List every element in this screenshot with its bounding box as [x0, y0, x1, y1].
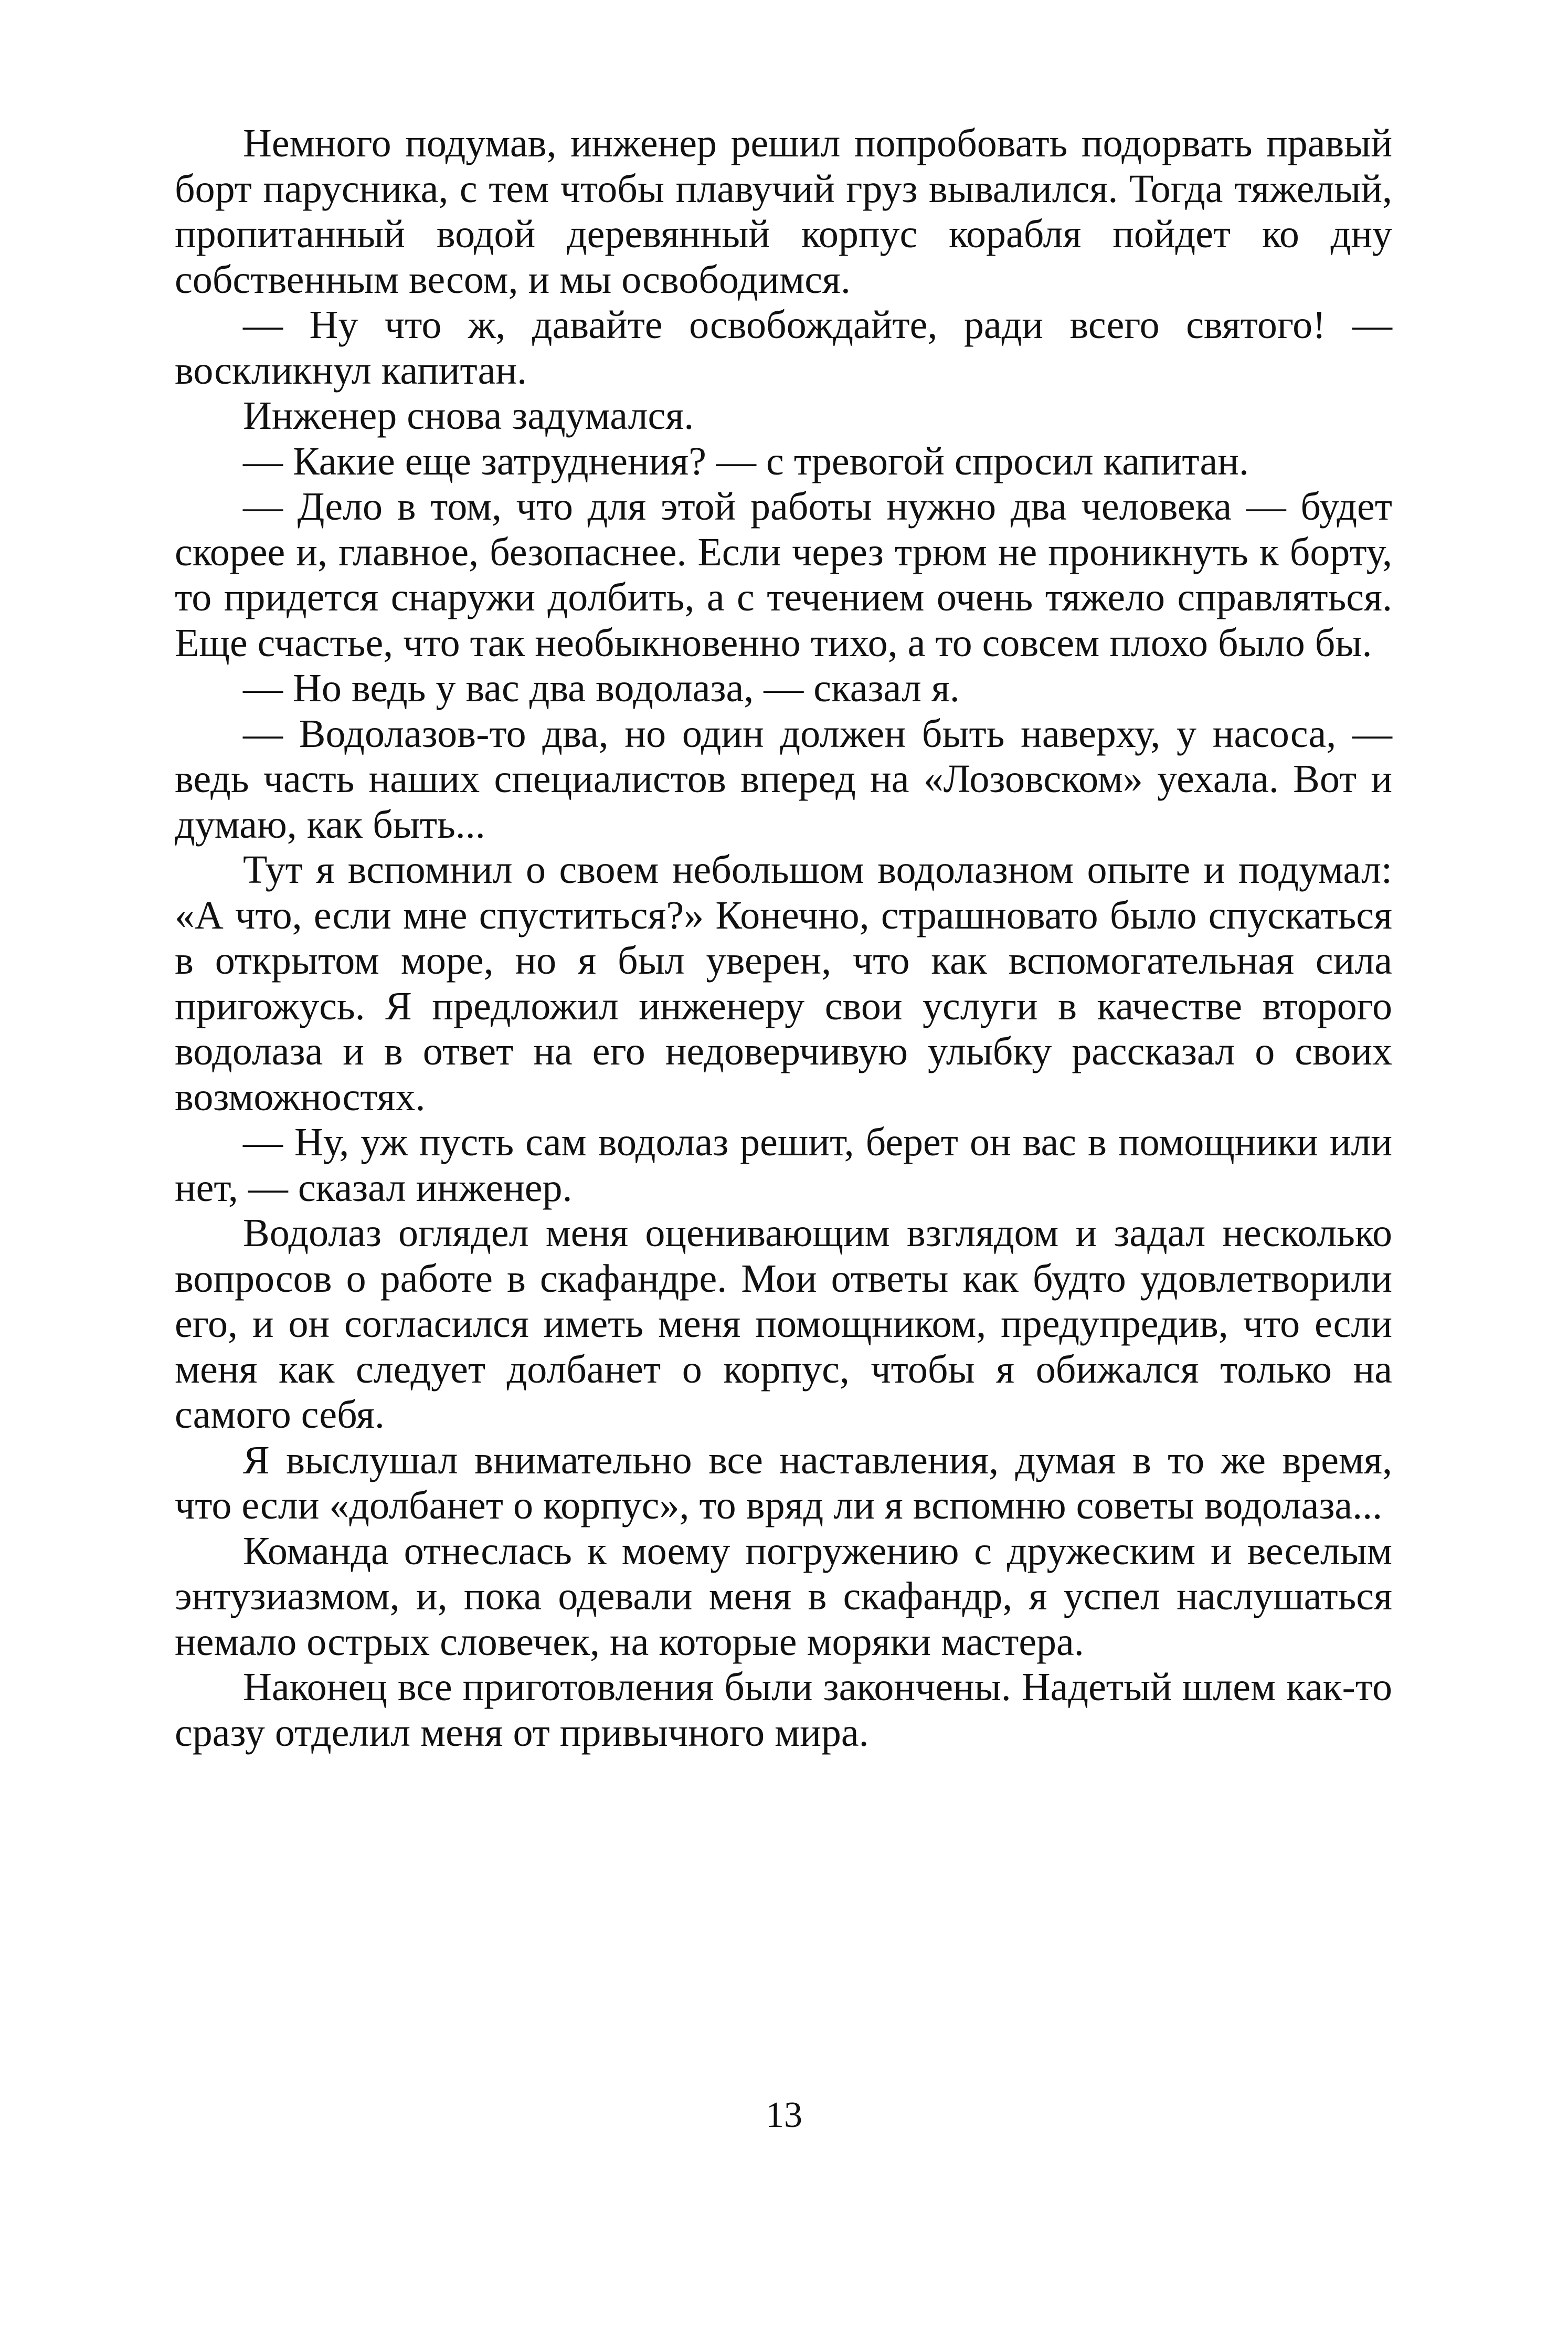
paragraph: — Ну что ж, давайте освобождайте, ради всего святого! — воскликнул капитан.: [175, 303, 1392, 393]
body-text: [175, 121, 1392, 1755]
paragraph: — Какие еще затруднения? — с тревогой спросил капитан.: [243, 439, 1249, 483]
paragraph: Тут я вспомнил о своем небольшом водолазном опыте и подумал: «А что, если мне спуститься?» Конечно, страшновато было спускаться в открытом море, но я был уверен, что как вспомогательная сила пригожусь. Я предложил инженеру свои услуги в качестве второго водолаза и в ответ на его недоверчивую улыбку рассказал о своих возможностях.: [175, 848, 1392, 1119]
paragraph: Команда отнеслась к моему погружению с дружеским и веселым энтузиазмом, и, пока одевали меня в скафандр, я успел наслушаться немало острых словечек, на которые моряки мастера.: [175, 1529, 1392, 1664]
paragraph: — Дело в том, что для этой работы нужно два человека — будет скорее и, главное, безопаснее. Если через трюм не проникнуть к борту, то придется снаружи долбить, а с течением очень тяжело справляться. Еще счастье, что так необыкновенно тихо, а то совсем плохо было бы.: [175, 484, 1392, 665]
paragraph: — Водолазов-то два, но один должен быть наверху, у насоса, — ведь часть наших специалистов вперед на «Лозовском» уехала. Вот и думаю, как быть...: [175, 711, 1392, 847]
paragraph: Наконец все приготовления были закончены. Надетый шлем как-то сразу отделил меня от привычного мира.: [175, 1665, 1392, 1755]
paragraph: — Ну, уж пусть сам водолаз решит, берет он вас в помощники или нет, — сказал инженер.: [175, 1120, 1392, 1210]
page-number: 13: [766, 2095, 802, 2135]
paragraph: Водолаз оглядел меня оценивающим взглядом и задал несколько вопросов о работе в скафандре. Мои ответы как будто удовлетворили его, и он согласился иметь меня помощником, предупредив, что если меня как следует долбанет о корпус, чтобы я обижался только на самого себя.: [175, 1211, 1392, 1437]
paragraph: — Но ведь у вас два водолаза, — сказал я.: [243, 666, 960, 710]
paragraph: Инженер снова задумался.: [243, 394, 694, 438]
paragraph: Я выслушал внимательно все наставления, думая в то же время, что если «долбанет о корпус», то вряд ли я вспомню советы водолаза...: [175, 1438, 1392, 1527]
paragraph: Немного подумав, инженер решил попробовать подорвать правый борт парусника, с тем чтобы плавучий груз вывалился. Тогда тяжелый, пропитанный водой деревянный корпус корабля пойдет ко дну собственным весом, и мы освободимся.: [175, 121, 1392, 302]
